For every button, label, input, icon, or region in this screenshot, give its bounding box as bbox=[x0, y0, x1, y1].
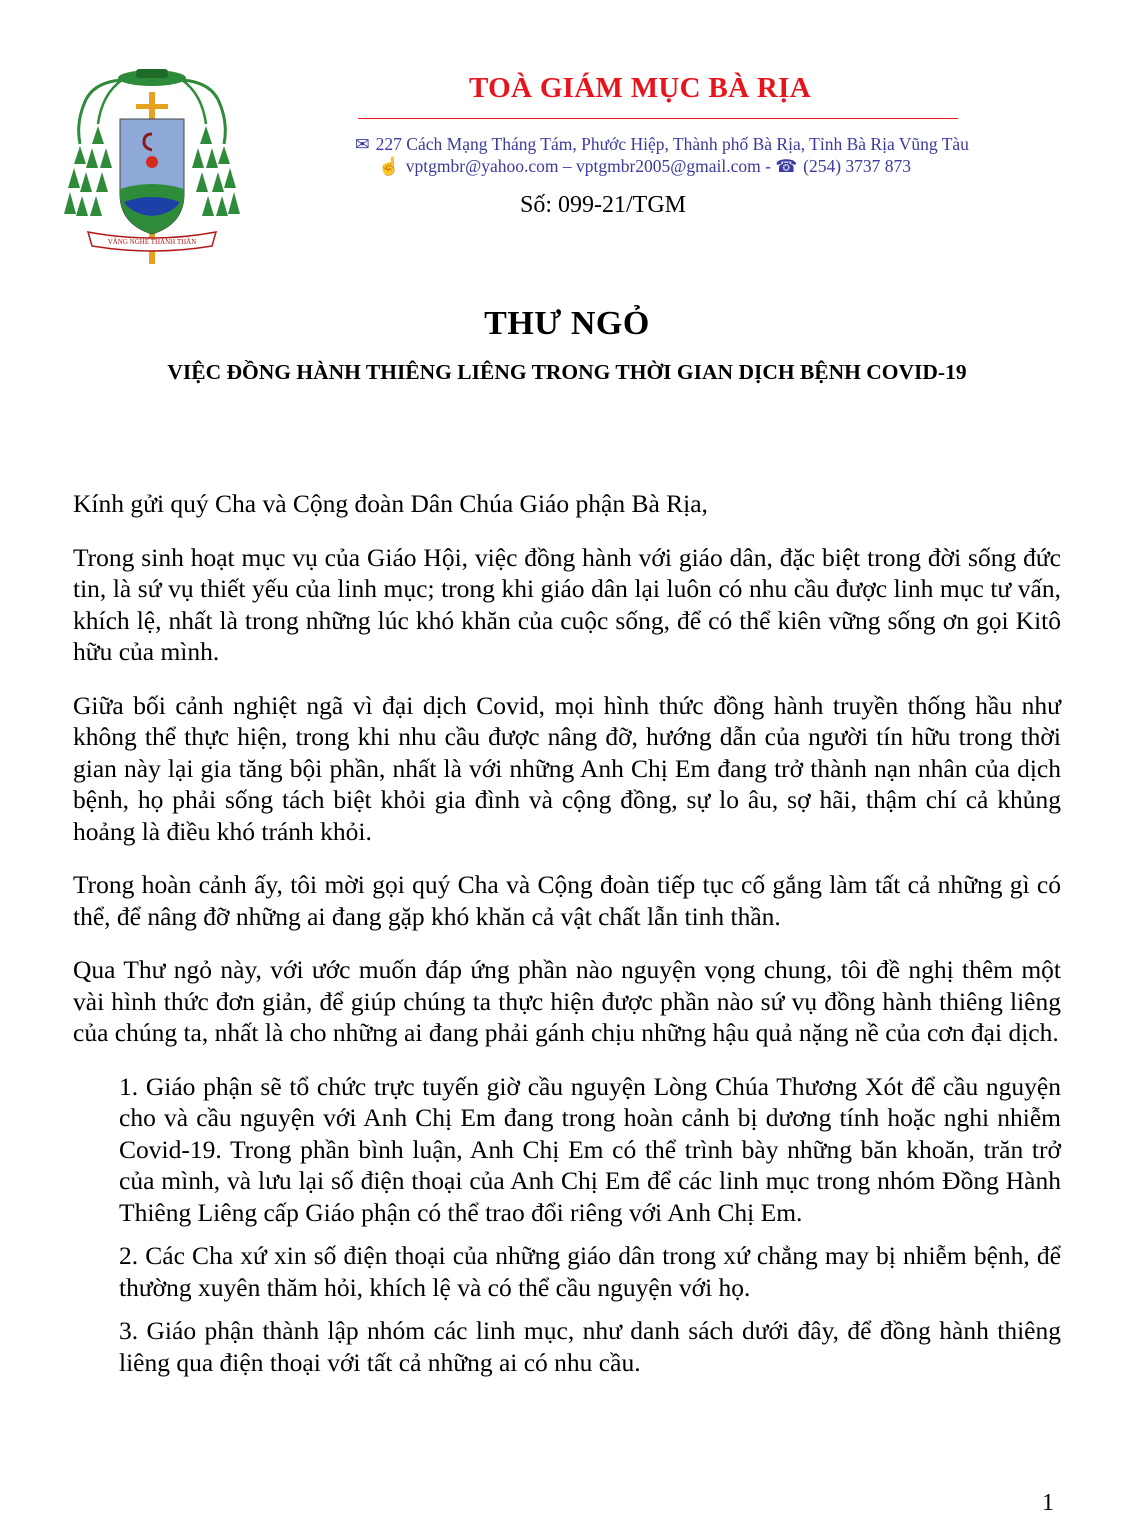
paragraph: Giữa bối cảnh nghiệt ngã vì đại dịch Covid, mọi hình thức đồng hành truyền thống hầu như không thể thực hiện, trong khi nhu cầu được nâng đỡ, hướng dẫn của người tín hữu trong thời gian này lại gia tăng bội phần, nhất là với những Anh Chị Em đang trở thành nạn nhân của dịch bệnh, họ phải sống tách biệt khỏi gia đình và cộng đồng, sự lo âu, sợ hãi, thậm chí cả khủng hoảng là điều khó tránh khỏi. bbox=[73, 690, 1061, 846]
address-text: 227 Cách Mạng Tháng Tám, Phước Hiệp, Thành phố Bà Rịa, Tỉnh Bà Rịa Vũng Tàu bbox=[375, 134, 969, 154]
contact-line bbox=[378, 156, 1078, 177]
email-text: vptgmbr@yahoo.com – vptgmbr2005@gmail.com - bbox=[405, 156, 771, 176]
phone-text: (254) 3737 873 bbox=[803, 156, 912, 176]
paragraph: Trong sinh hoạt mục vụ của Giáo Hội, việc đồng hành với giáo dân, đặc biệt trong đời sống đức tin, là sứ vụ thiết yếu của linh mục; trong khi giáo dân lại luôn có nhu cầu được linh mục tư vấn, khích lệ, nhất là trong những lúc khó khăn của cuộc sống, để có thể kiên vững sống ơn gọi Kitô hữu của mình. bbox=[73, 542, 1061, 666]
letter-title: THƯ NGỎ bbox=[484, 305, 650, 342]
list-item: 2. Các Cha xứ xin số điện thoại của những giáo dân trong xứ chẳng may bị nhiễm bệnh, để thường xuyên thăm hỏi, khích lệ và có thể cầu nguyện với họ. bbox=[119, 1241, 1061, 1302]
org-name: TOÀ GIÁM MỤC BÀ RỊA bbox=[469, 72, 811, 104]
greeting: Kính gửi quý Cha và Cộng đoàn Dân Chúa Giáo phận Bà Rịa, bbox=[73, 489, 708, 518]
header-divider bbox=[358, 118, 958, 119]
letter-subtitle: VIỆC ĐỒNG HÀNH THIÊNG LIÊNG TRONG THỜI GIAN DỊCH BỆNH COVID-19 bbox=[167, 360, 967, 384]
paragraph: Trong hoàn cảnh ấy, tôi mời gọi quý Cha và Cộng đoàn tiếp tục cố gắng làm tất cả những gì có thể, để nâng đỡ những ai đang gặp khó khăn cả vật chất lẫn tinh thần. bbox=[73, 870, 1061, 931]
document-number: Số: 099-21/TGM bbox=[520, 192, 687, 218]
envelope-icon: ✉ bbox=[355, 134, 370, 154]
telephone-icon: ☎ bbox=[775, 156, 798, 176]
list-item: 1. Giáo phận sẽ tổ chức trực tuyến giờ cầu nguyện Lòng Chúa Thương Xót để cầu nguyện cho và cầu nguyện với Anh Chị Em đang trong hoàn cảnh bị dương tính hoặc nghi nhiễm Covid-19. Trong phần bình luận, Anh Chị Em có thể trình bày những băn khoăn, trăn trở của mình, và lưu lại số điện thoại của Anh Chị Em để các linh mục trong nhóm Đồng Hành Thiêng Liêng cấp Giáo phận có thể trao đổi riêng với Anh Chị Em. bbox=[119, 1071, 1061, 1227]
mouse-pointer-icon: ☝ bbox=[378, 156, 400, 176]
letter-body bbox=[73, 488, 1061, 1390]
svg-text:VÂNG NGHE THÁNH THẦN: VÂNG NGHE THÁNH THẦN bbox=[107, 238, 197, 246]
paragraph: Qua Thư ngỏ này, với ước muốn đáp ứng phần nào nguyện vọng chung, tôi đề nghị thêm một vài hình thức đơn giản, để giúp chúng ta thực hiện được phần nào sứ vụ đồng hành thiêng liêng của chúng ta, nhất là cho những ai đang phải gánh chịu những hậu quả nặng nề của cơn đại dịch. bbox=[73, 955, 1061, 1047]
page-number: 1 bbox=[1042, 1490, 1054, 1516]
list-item: 3. Giáo phận thành lập nhóm các linh mục, như danh sách dưới đây, để đồng hành thiêng liêng qua điện thoại với tất cả những ai có nhu cầu. bbox=[119, 1316, 1061, 1377]
episcopal-coat-of-arms-icon bbox=[62, 64, 242, 264]
address-line bbox=[355, 134, 1055, 155]
